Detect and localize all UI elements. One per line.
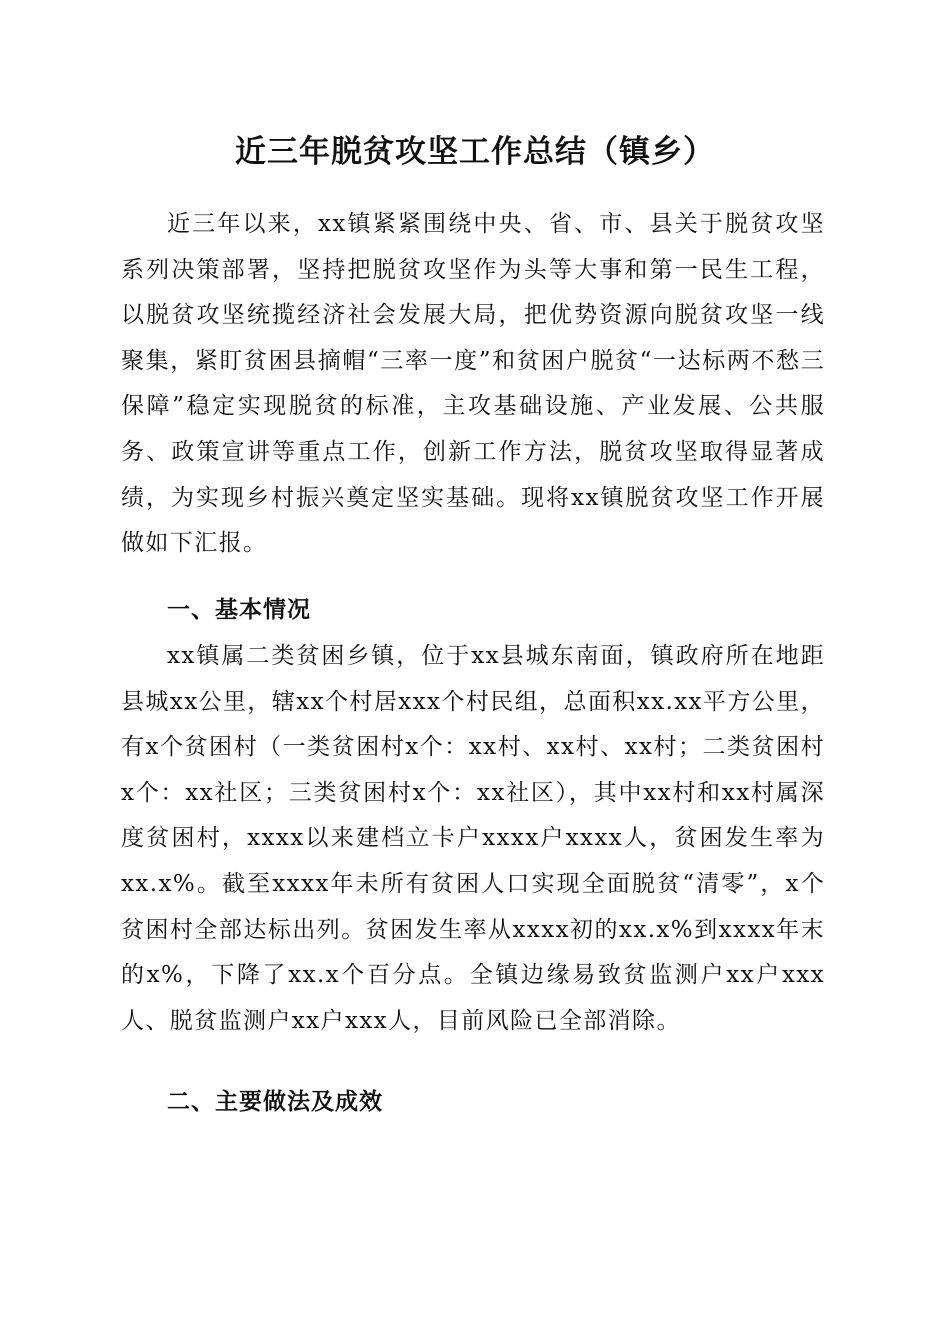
basic-situation-paragraph: xx镇属二类贫困乡镇，位于xx县城东南面，镇政府所在地距县城xx公里，辖xx个村居xxx个村民组，总面积xx.xx平方公里，有x个贫困村（一类贫困村x个：xx村、xx村、xx村；二类贫困村x个：xx社区；三类贫困村x个：xx社区），其中xx村和xx村属深度贫困村，xxxx以来建档立卡户xxxx户xxxx人，贫困发生率为xx.x%。截至xxxx年未所有贫困人口实现全面脱贫“清零”，x个贫困村全部达标出列。贫困发生率从xxxx初的xx.x%到xxxx年末的x%，下降了xx.x个百分点。全镇边缘易致贫监测户xx户xxx人、脱贫监测户xx户xxx人，目前风险已全部消除。 <box>121 643 825 1034</box>
section-heading-main-measures: 二、主要做法及成效 <box>167 1089 383 1115</box>
section-heading-basic-situation: 一、基本情况 <box>167 597 311 623</box>
document-title: 近三年脱贫攻坚工作总结（镇乡） <box>235 134 715 170</box>
intro-paragraph: 近三年以来，xx镇紧紧围绕中央、省、市、县关于脱贫攻坚系列决策部署，坚持把脱贫攻坚作为头等大事和第一民生工程，以脱贫攻坚统揽经济社会发展大局，把优势资源向脱贫攻坚一线聚集，紧盯贫困县摘帽“三率一度”和贫困户脱贫“一达标两不愁三保障”稳定实现脱贫的标准，主攻基础设施、产业发展、公共服务、政策宣讲等重点工作，创新工作方法，脱贫攻坚取得显著成绩，为实现乡村振兴奠定坚实基础。现将xx镇脱贫攻坚工作开展做如下汇报。 <box>121 211 825 557</box>
